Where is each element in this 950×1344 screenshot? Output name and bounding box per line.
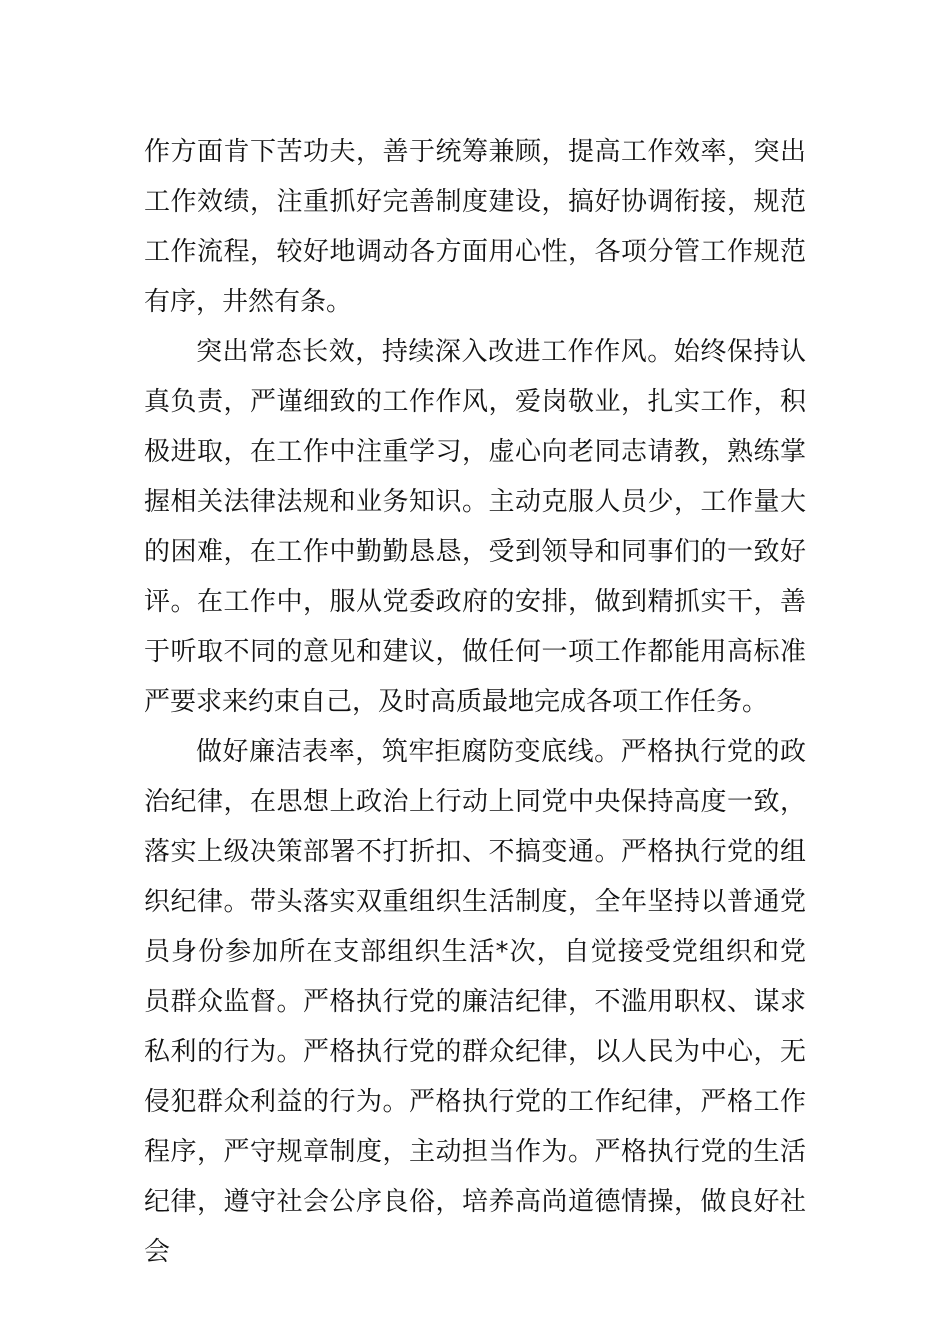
paragraph-integrity: 做好廉洁表率，筑牢拒腐防变底线。严格执行党的政治纪律，在思想上政治上行动上同党中央保持高度一致，落实上级决策部署不打折扣、不搞变通。严格执行党的组织纪律。带头落实双重组织生活制度，全年坚持以普通党员身份参加所在支部组织生活*次，自觉接受党组织和党员群众监督。严格执行党的廉洁纪律，不滥用职权、谋求私利的行为。严格执行党的群众纪律，以人民为中心，无侵犯群众利益的行为。严格执行党的工作纪律，严格工作程序，严守规章制度，主动担当作为。严格执行党的生活纪律，遵守社会公序良俗，培养高尚道德情操，做良好社会 [144,737,806,1267]
paragraph-work-style: 突出常态长效，持续深入改进工作作风。始终保持认真负责，严谨细致的工作作风，爱岗敬业，扎实工作，积极进取，在工作中注重学习，虚心向老同志请教，熟练掌握相关法律法规和业务知识。主动克服人员少，工作量大的困难，在工作中勤勤恳恳，受到领导和同事们的一致好评。在工作中，服从党委政府的安排，做到精抓实干，善于听取不同的意见和建议，做任何一项工作都能用高标准严要求来约束自己，及时高质最地完成各项工作任务。 [144,337,806,717]
paragraph-continuation: 作方面肯下苦功夫，善于统筹兼顾，提高工作效率，突出工作效绩，注重抓好完善制度建设，搞好协调衔接，规范工作流程，较好地调动各方面用心性，各项分管工作规范有序，井然有条。 [144,137,806,317]
document-body [144,127,806,1277]
